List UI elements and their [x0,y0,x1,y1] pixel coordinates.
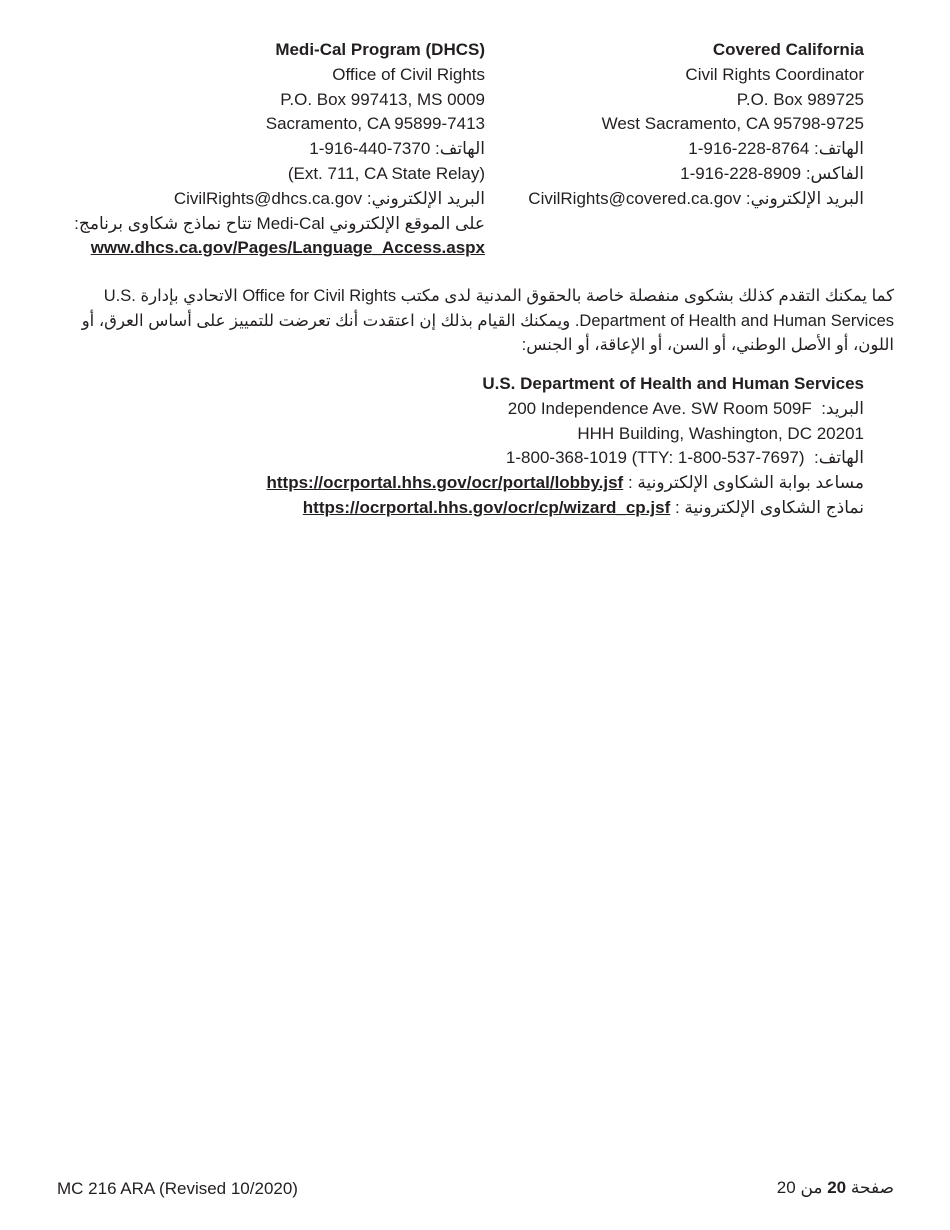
mail-label: البريد: [821,398,864,418]
covered-california-contact [520,38,864,212]
hhs-forms-line [200,496,864,521]
covered-california-title: Covered California [712,40,864,59]
medi-cal-title [60,38,485,63]
email-label: البريد الإلكتروني: [745,188,864,208]
paragraph-part2: الاتحادي بإدارة [140,287,238,305]
total-pages: 20 [776,1178,796,1197]
current-page: 20 [827,1178,847,1197]
website-program: Medi-Cal [256,213,325,233]
website-prefix: على الموقع الإلكتروني [329,213,485,233]
covered-california-city: West Sacramento, CA 95798-9725 [601,114,864,134]
hhs-building-text: HHH Building, Washington, DC 20201 [577,423,864,443]
hhs-phone: 1-800-368-1019 (TTY: 1-800-537-7697) [505,448,805,468]
portal-label: مساعد بوابة الشكاوى الإلكترونية : [627,473,864,493]
website-suffix: تتاح نماذج شكاوى برنامج [78,213,252,233]
ocr-complaint-paragraph [40,284,894,358]
medi-cal-website-line [60,212,485,237]
forms-label: نماذج الشكاوى الإلكترونية : [674,497,864,517]
covered-california-fax: 1-916-228-8909 [680,163,802,183]
hhs-title-text: U.S. Department of Health and Human Services [482,374,864,393]
form-id: MC 216 ARA (Revised 10/2020) [57,1179,298,1198]
phone-label: الهاتف: [814,139,864,159]
covered-california-po-box: P.O. Box 989725 [736,89,864,109]
hhs-portal-line [200,471,864,496]
medi-cal-city: Sacramento, CA 95899-7413 [265,114,485,134]
paragraph-part3: . ويمكنك القيام بذلك إن اعتقدت أنك تعرضت للتمييز على أساس العرق، أو اللون، أو الأصل الوطني، أو السن، أو الإعاقة، أو الجنس: [81,311,894,354]
hhs-mail-address: 200 Independence Ave. SW Room 509F [507,398,812,418]
hhs-mail-line [200,397,864,422]
hhs-building [200,422,864,447]
covered-california-email: CivilRights@covered.ca.gov [528,188,742,208]
medi-cal-relay-text: (Ext. 711, CA State Relay) [287,163,485,183]
hhs-phone-line [200,446,864,471]
hhs-portal-link[interactable]: https://ocrportal.hhs.gov/ocr/portal/lobby.jsf [266,473,624,493]
medi-cal-email: CivilRights@dhcs.ca.gov [173,188,363,208]
fax-label: الفاكس: [805,163,864,183]
hhs-contact [200,372,864,521]
medi-cal-phone: 1-916-440-7370 [309,139,431,159]
covered-california-fax-line [520,162,864,187]
medi-cal-website-link[interactable]: www.dhcs.ca.gov/Pages/Language_Access.aspx [90,238,485,258]
covered-california-office: Civil Rights Coordinator [685,64,864,84]
paragraph-dept-en: U.S. Department of Health and Human Services [103,287,894,330]
paragraph-part1: كما يمكنك التقدم كذلك بشكوى منفصلة خاصة بالحقوق المدنية لدى مكتب [400,287,894,305]
page-number [777,1178,894,1198]
medi-cal-contact [60,38,485,261]
medi-cal-phone-line [60,137,485,162]
phone-label: الهاتف: [814,448,864,468]
phone-label: الهاتف: [435,139,485,159]
website-colon: : [74,213,79,233]
covered-california-phone: 1-916-228-8764 [688,139,810,159]
paragraph-office-en: Office for Civil Rights [242,287,397,305]
medi-cal-title-text: Medi-Cal Program (DHCS) [275,40,485,59]
medi-cal-email-line [60,187,485,212]
of-word: من [800,1178,823,1197]
hhs-title [200,372,864,397]
covered-california-email-line [520,187,864,212]
medi-cal-po-box: P.O. Box 997413, MS 0009 [280,89,485,109]
covered-california-phone-line [520,137,864,162]
medi-cal-website-link-line [60,236,485,261]
email-label: البريد الإلكتروني: [366,188,485,208]
medi-cal-office: Office of Civil Rights [332,64,485,84]
page-word: صفحة [850,1178,894,1197]
hhs-forms-link[interactable]: https://ocrportal.hhs.gov/ocr/cp/wizard_cp.jsf [302,497,671,517]
medi-cal-relay [60,162,485,187]
